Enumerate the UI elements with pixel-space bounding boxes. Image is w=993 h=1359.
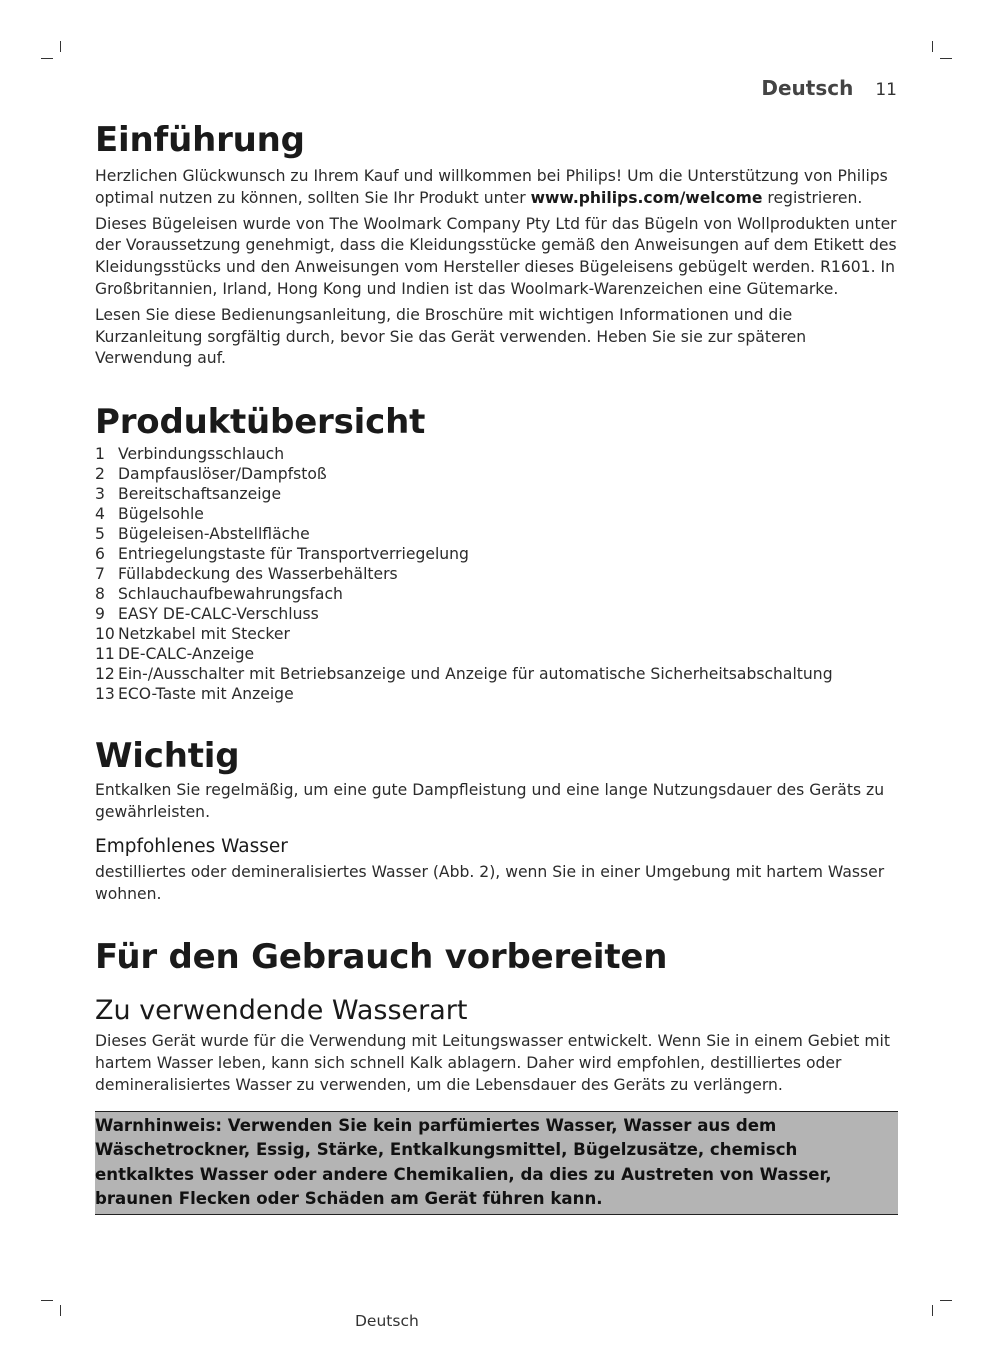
crop-mark	[60, 1305, 61, 1316]
item-number: 7	[95, 565, 105, 584]
page-number: 11	[875, 80, 897, 100]
subsection-title-water-type: Zu verwendende Wasserart	[95, 995, 468, 1027]
welcome-link[interactable]: www.philips.com/welcome	[530, 188, 763, 207]
item-label: EASY DE-CALC-Verschluss	[118, 605, 319, 624]
item-label: Bügeleisen-Abstellfläche	[118, 525, 310, 544]
list-item	[95, 444, 898, 464]
list-item	[95, 664, 898, 684]
item-label: Entriegelungstaste für Transportverriegelung	[118, 545, 469, 564]
crop-mark	[41, 58, 53, 59]
page-content	[95, 118, 898, 1215]
item-number: 3	[95, 485, 105, 504]
item-label: Dampfauslöser/Dampfstoß	[118, 465, 327, 484]
list-item	[95, 524, 898, 544]
list-item	[95, 564, 898, 584]
item-number: 1	[95, 445, 105, 464]
recommended-water-paragraph: destilliertes oder demineralisiertes Wasser (Abb. 2), wenn Sie in einer Umgebung mit hartem Wasser wohnen.	[95, 862, 885, 903]
item-number: 5	[95, 525, 105, 544]
item-label: Netzkabel mit Stecker	[118, 625, 290, 644]
crop-mark	[60, 41, 61, 52]
item-number: 9	[95, 605, 105, 624]
crop-mark	[940, 1300, 952, 1301]
intro-paragraph-2: Dieses Bügeleisen wurde von The Woolmark Company Pty Ltd für das Bügeln von Wollprodukten unter der Voraussetzung genehmigt, dass die Kleidungsstücke gemäß den Anweisungen auf dem Etikett des Kleidungsstücks und den Anweisungen vom Hersteller dieses Bügeleisens gebügelt werden. R1601. In Großbritannien, Irland, Hong Kong und Indien ist das Woolmark-Warenzeichen eine Gütemarke.	[95, 214, 897, 298]
item-label: Verbindungsschlauch	[118, 445, 285, 464]
item-label: ECO-Taste mit Anzeige	[118, 685, 294, 704]
item-number: 13	[95, 685, 115, 704]
crop-mark	[932, 41, 933, 52]
list-item	[95, 544, 898, 564]
item-number: 12	[95, 665, 115, 684]
item-label: Schlauchaufbewahrungsfach	[118, 585, 343, 604]
list-item	[95, 504, 898, 524]
footer-language: Deutsch	[355, 1312, 419, 1330]
item-number: 11	[95, 645, 115, 664]
important-paragraph: Entkalken Sie regelmäßig, um eine gute Dampfleistung und eine lange Nutzungsdauer des Geräts zu gewährleisten.	[95, 781, 885, 821]
list-item	[95, 624, 898, 644]
list-item	[95, 584, 898, 604]
section-title-important: Wichtig	[95, 736, 240, 777]
intro-paragraph-3: Lesen Sie diese Bedienungsanleitung, die Broschüre mit wichtigen Informationen und die Kurzanleitung sorgfältig durch, bevor Sie das Gerät verwenden. Heben Sie sie zur späteren Verwendung auf.	[95, 305, 807, 368]
crop-mark	[940, 58, 952, 59]
product-parts-list	[95, 444, 898, 704]
item-number: 6	[95, 545, 105, 564]
intro-paragraph-1	[95, 166, 898, 210]
list-item	[95, 644, 898, 664]
item-number: 8	[95, 585, 105, 604]
intro-text-end: registrieren.	[762, 188, 863, 207]
subsection-title-recommended-water: Empfohlenes Wasser	[95, 835, 288, 857]
item-label: Füllabdeckung des Wasserbehälters	[118, 565, 398, 584]
item-number: 10	[95, 625, 115, 644]
list-item	[95, 484, 898, 504]
list-item	[95, 464, 898, 484]
list-item	[95, 604, 898, 624]
item-label: Ein-/Ausschalter mit Betriebsanzeige und Anzeige für automatische Sicherheitsabschaltung	[118, 665, 833, 684]
item-label: Bügelsohle	[118, 505, 204, 524]
crop-mark	[932, 1305, 933, 1316]
section-title-intro: Einführung	[95, 120, 305, 160]
item-label: DE-CALC-Anzeige	[118, 645, 255, 664]
crop-mark	[41, 1300, 53, 1301]
item-label: Bereitschaftsanzeige	[118, 485, 282, 504]
list-item	[95, 684, 898, 704]
intro-text: Herzlichen Glückwunsch zu Ihrem Kauf und willkommen bei Philips! Um die Unterstützung von Philips optimal nutzen zu können, sollten Sie Ihr Produkt unter	[95, 167, 888, 207]
item-number: 4	[95, 505, 105, 524]
section-title-prepare: Für den Gebrauch vorbereiten	[95, 937, 668, 978]
warning-box: Warnhinweis: Verwenden Sie kein parfümiertes Wasser, Wasser aus dem Wäschetrockner, Essig, Stärke, Entkalkungsmittel, Bügelzusätze, chemisch entkalktes Wasser oder andere Chemikalien, da dies zu Austreten von Wasser, braunen Flecken oder Schäden am Gerät führen kann.	[95, 1111, 898, 1215]
header-language: Deutsch	[761, 76, 854, 100]
page-header	[761, 76, 897, 100]
item-number: 2	[95, 465, 105, 484]
water-type-paragraph: Dieses Gerät wurde für die Verwendung mit Leitungswasser entwickelt. Wenn Sie in einem Gebiet mit hartem Wasser leben, kann sich schnell Kalk ablagern. Daher wird empfohlen, destilliertes oder demineralisiertes Wasser zu verwenden, um die Lebensdauer des Geräts zu verlängern.	[95, 1032, 890, 1094]
section-title-overview: Produktübersicht	[95, 402, 426, 443]
